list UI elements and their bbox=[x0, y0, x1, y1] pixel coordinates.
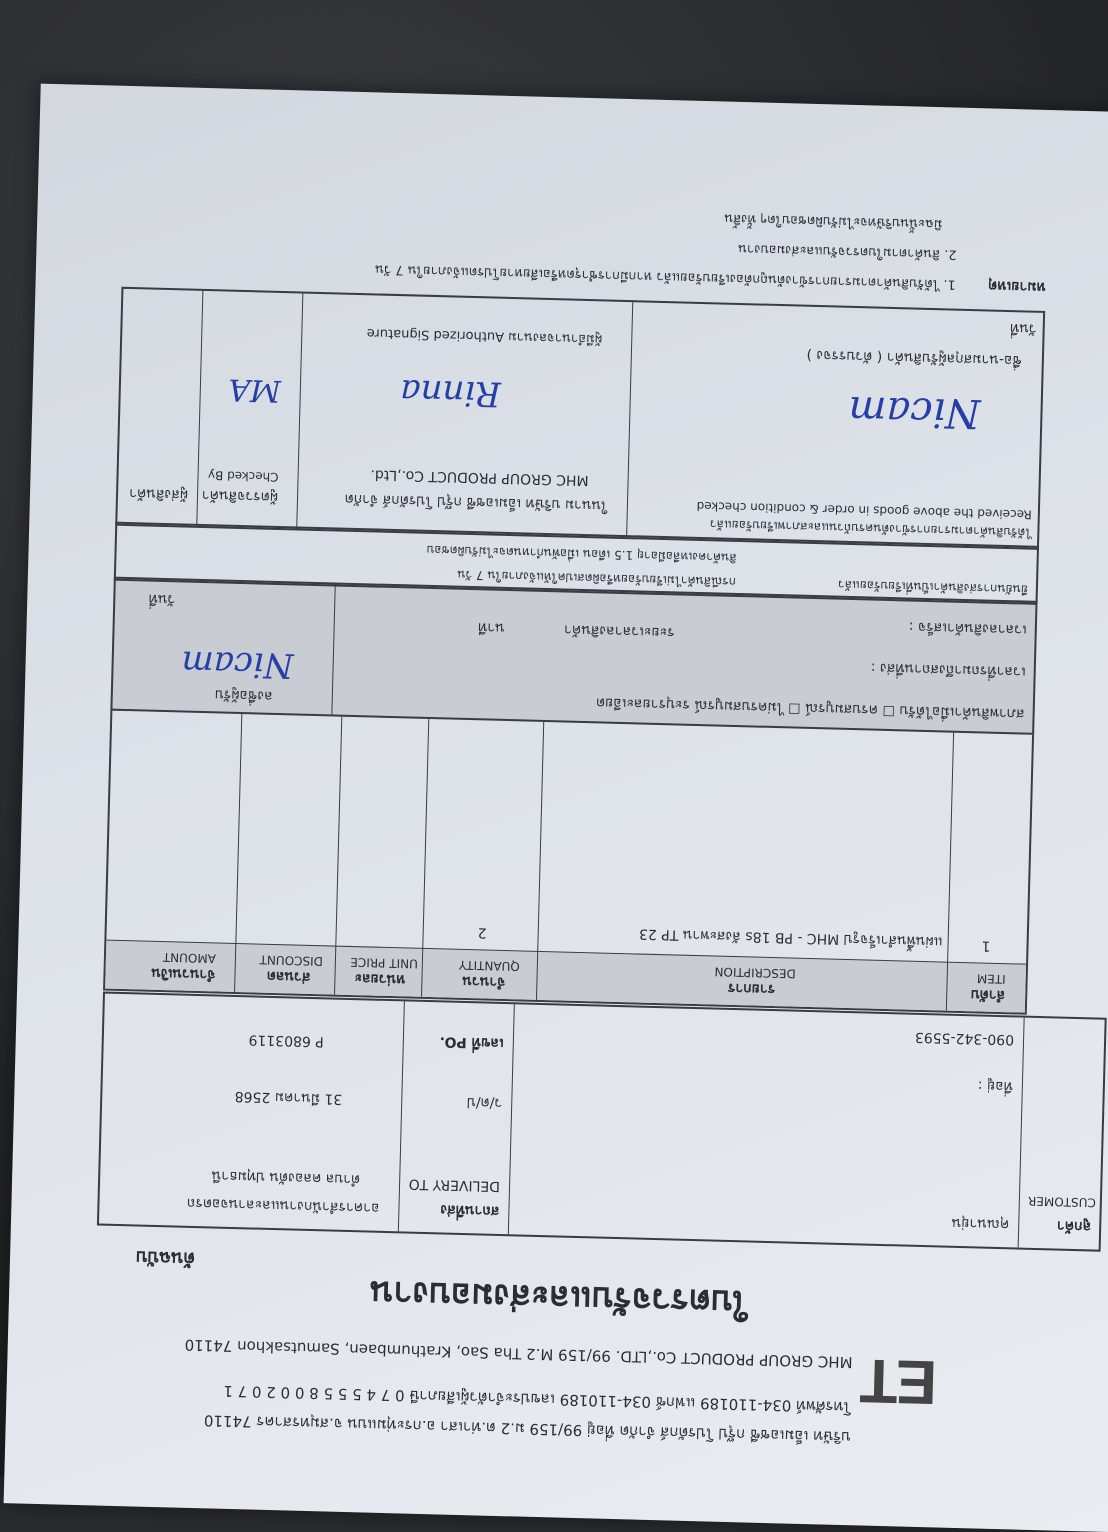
row-quantity: 2 bbox=[477, 924, 487, 941]
customer-label-en: CUSTOMER bbox=[1027, 1193, 1097, 1210]
customer-name-label: ชื่อ-นามสกุลผู้รับสินค้า ( ตัวบรรจง ) bbox=[806, 346, 1023, 369]
company-logo: ET bbox=[860, 1345, 938, 1417]
company-contact: โทรศัพท์ 034-110189 แฟกซ์ 034-110189 เลขประจำตัวผู้เสียภาษี 0 7 4 5 5 5 8 0 0 2 0 7 1 bbox=[223, 1381, 852, 1417]
receiver-signature: Nicam bbox=[180, 642, 295, 686]
receiver-label: ลงชื่อผู้รับ bbox=[214, 686, 274, 704]
unload-duration-label: ระยะเวลาลงสินค้า bbox=[563, 621, 675, 641]
footer-note-3: มิฉะนั้นบริษัทจะไม่รับผิดชอบใดๆ ทั้งสิ้น bbox=[724, 210, 943, 232]
terms-line-1: ยืนยันการส่งสินค้าเป็นที่เรียบร้อยแล้ว bbox=[837, 577, 1029, 597]
po-label: เลขที่ PO. bbox=[439, 1033, 505, 1052]
header-discount-en: DISCOUNT bbox=[259, 952, 324, 969]
terms-line-3: สินค้าคงเหลือมีอายุ 1.5 เดือน เมื่อพ้นกำหนดจะไม่รับผิดชอบ bbox=[426, 542, 737, 565]
header-quantity-th: จำนวน bbox=[462, 972, 506, 991]
header-unit-price-en: UNIT PRICE bbox=[350, 954, 419, 971]
row-description: แผ่นพื้นสำเร็จรูป MHC - PB 18s ลังสะพาน TP 23 bbox=[638, 925, 943, 950]
company-sign-th: ในนาม บริษัท เอ็มเอชซี กรุ๊ป โปรดักส์ จำกัด bbox=[344, 490, 609, 514]
delivery-label-th: สถานที่ส่ง bbox=[440, 1201, 500, 1219]
unload-duration-unit: นาที bbox=[477, 619, 505, 636]
delivery-receipt-document bbox=[4, 84, 1108, 1532]
header-unit-price-th: หน่วยละ bbox=[354, 970, 406, 988]
header-description-en: DESCRIPTION bbox=[714, 964, 796, 981]
receiver-date-label: วันที่ bbox=[148, 590, 176, 608]
terms-line-2: กรณีสินค้าไม่เรียบร้อยหรือผิดสเปคให้แจ้งภายใน 7 วัน bbox=[457, 567, 737, 589]
items-table bbox=[103, 707, 1034, 1015]
received-en: Received the above goods in order & condition checked bbox=[696, 498, 1033, 522]
checker-label-en: Checked By bbox=[207, 468, 279, 484]
customer-label-th: ลูกค้า bbox=[1056, 1217, 1092, 1235]
delivery-area: ตำบล คลองตัน ปทุมธานี bbox=[211, 1167, 361, 1188]
company-name-th: บริษัท เอ็มเอชซี กรุ๊ป โปรดักส์ จำกัด ที่อยู่ 99/159 ม.2 ต.ท่าเสา อ.กระทุ่มแบน จ.สมุทรสาคร 74110 bbox=[203, 1411, 851, 1447]
delivery-label-en: DELIVERY TO bbox=[408, 1175, 501, 1194]
company-name-en: MHC GROUP PRODUCT Co.,LTD. 99/159 M.2 Tha Sao, Krathumbaen, Samutsakhon 74110 bbox=[184, 1335, 853, 1372]
po-number: P 6803119 bbox=[248, 1031, 325, 1050]
company-sign-en: MHC GROUP PRODUCT Co.,Ltd. bbox=[370, 466, 589, 489]
header-amount-th: จำนวนเงิน bbox=[151, 964, 216, 983]
sender-label: ผู้ส่งสินค้า bbox=[128, 485, 189, 503]
authorized-label: ผู้มีอำนาจลงนาม Authorized Signature bbox=[366, 325, 603, 347]
customer-date-label: วันที่ bbox=[1009, 320, 1037, 337]
customer-signature: Nicam bbox=[847, 386, 982, 437]
customer-name: คุณนายุ่น bbox=[951, 1214, 1010, 1233]
arrive-time-label: เวลาที่รถมาถึงสถานที่ส่ง : bbox=[870, 659, 1026, 680]
address-label: ที่อยู่ : bbox=[977, 1077, 1014, 1095]
date-label: ว/ด/ป bbox=[466, 1094, 503, 1112]
header-amount-en: AMOUNT bbox=[162, 950, 217, 966]
row-item: 1 bbox=[981, 937, 991, 954]
footer-label: หมายเหตุ bbox=[987, 277, 1047, 295]
checker-label-th: ผู้ตรวจสินค้า bbox=[201, 486, 279, 505]
header-item-th: ลำดับ bbox=[970, 986, 1006, 1004]
header-discount-th: ส่วนลด bbox=[266, 967, 311, 985]
copy-label: ต้นฉบับ bbox=[135, 1246, 196, 1270]
authorized-signature: Rinna bbox=[399, 371, 502, 414]
finish-time-label: เวลาลงสินค้าเสร็จ : bbox=[908, 618, 1028, 638]
document-title: ใบตรวจรับและส่งมอบงาน bbox=[369, 1272, 750, 1323]
header-description-th: รายการ bbox=[727, 979, 776, 998]
customer-box bbox=[97, 992, 1107, 1252]
delivery-date: 31 มีนาคม 2568 bbox=[234, 1088, 343, 1107]
delivery-place: อาคารสำนักงานและลานจอดรถ bbox=[186, 1194, 380, 1216]
signature-table bbox=[115, 287, 1045, 550]
footer-note-1: 1. ได้รับสินค้าตามรายการข้างต้นถูกต้องเรียบร้อยแล้ว หากมีการชำรุดหรือเสียหายโปรดแจ้งภายใน 7 วัน bbox=[374, 261, 957, 292]
header-quantity-en: QUANTITY bbox=[458, 957, 521, 974]
received-th: ได้รับสินค้าตามรายการข้างต้นครบถ้วนและสภาพเรียบร้อยแล้ว bbox=[709, 517, 1032, 540]
condition-check[interactable]: สภาพสินค้าเมื่อได้รับ ☐ ครบสมบูรณ์ ☐ ไม่ครบสมบูรณ์ ระบุรายละเอียด bbox=[595, 694, 1025, 722]
footer-note-2: 2. สินค้าตามใบตรวจรับและส่งมอบงาน bbox=[737, 240, 957, 262]
checker-signature: MA bbox=[227, 371, 282, 408]
customer-phone: 090-342-5593 bbox=[914, 1028, 1015, 1048]
header-item-en: ITEM bbox=[976, 971, 1006, 987]
